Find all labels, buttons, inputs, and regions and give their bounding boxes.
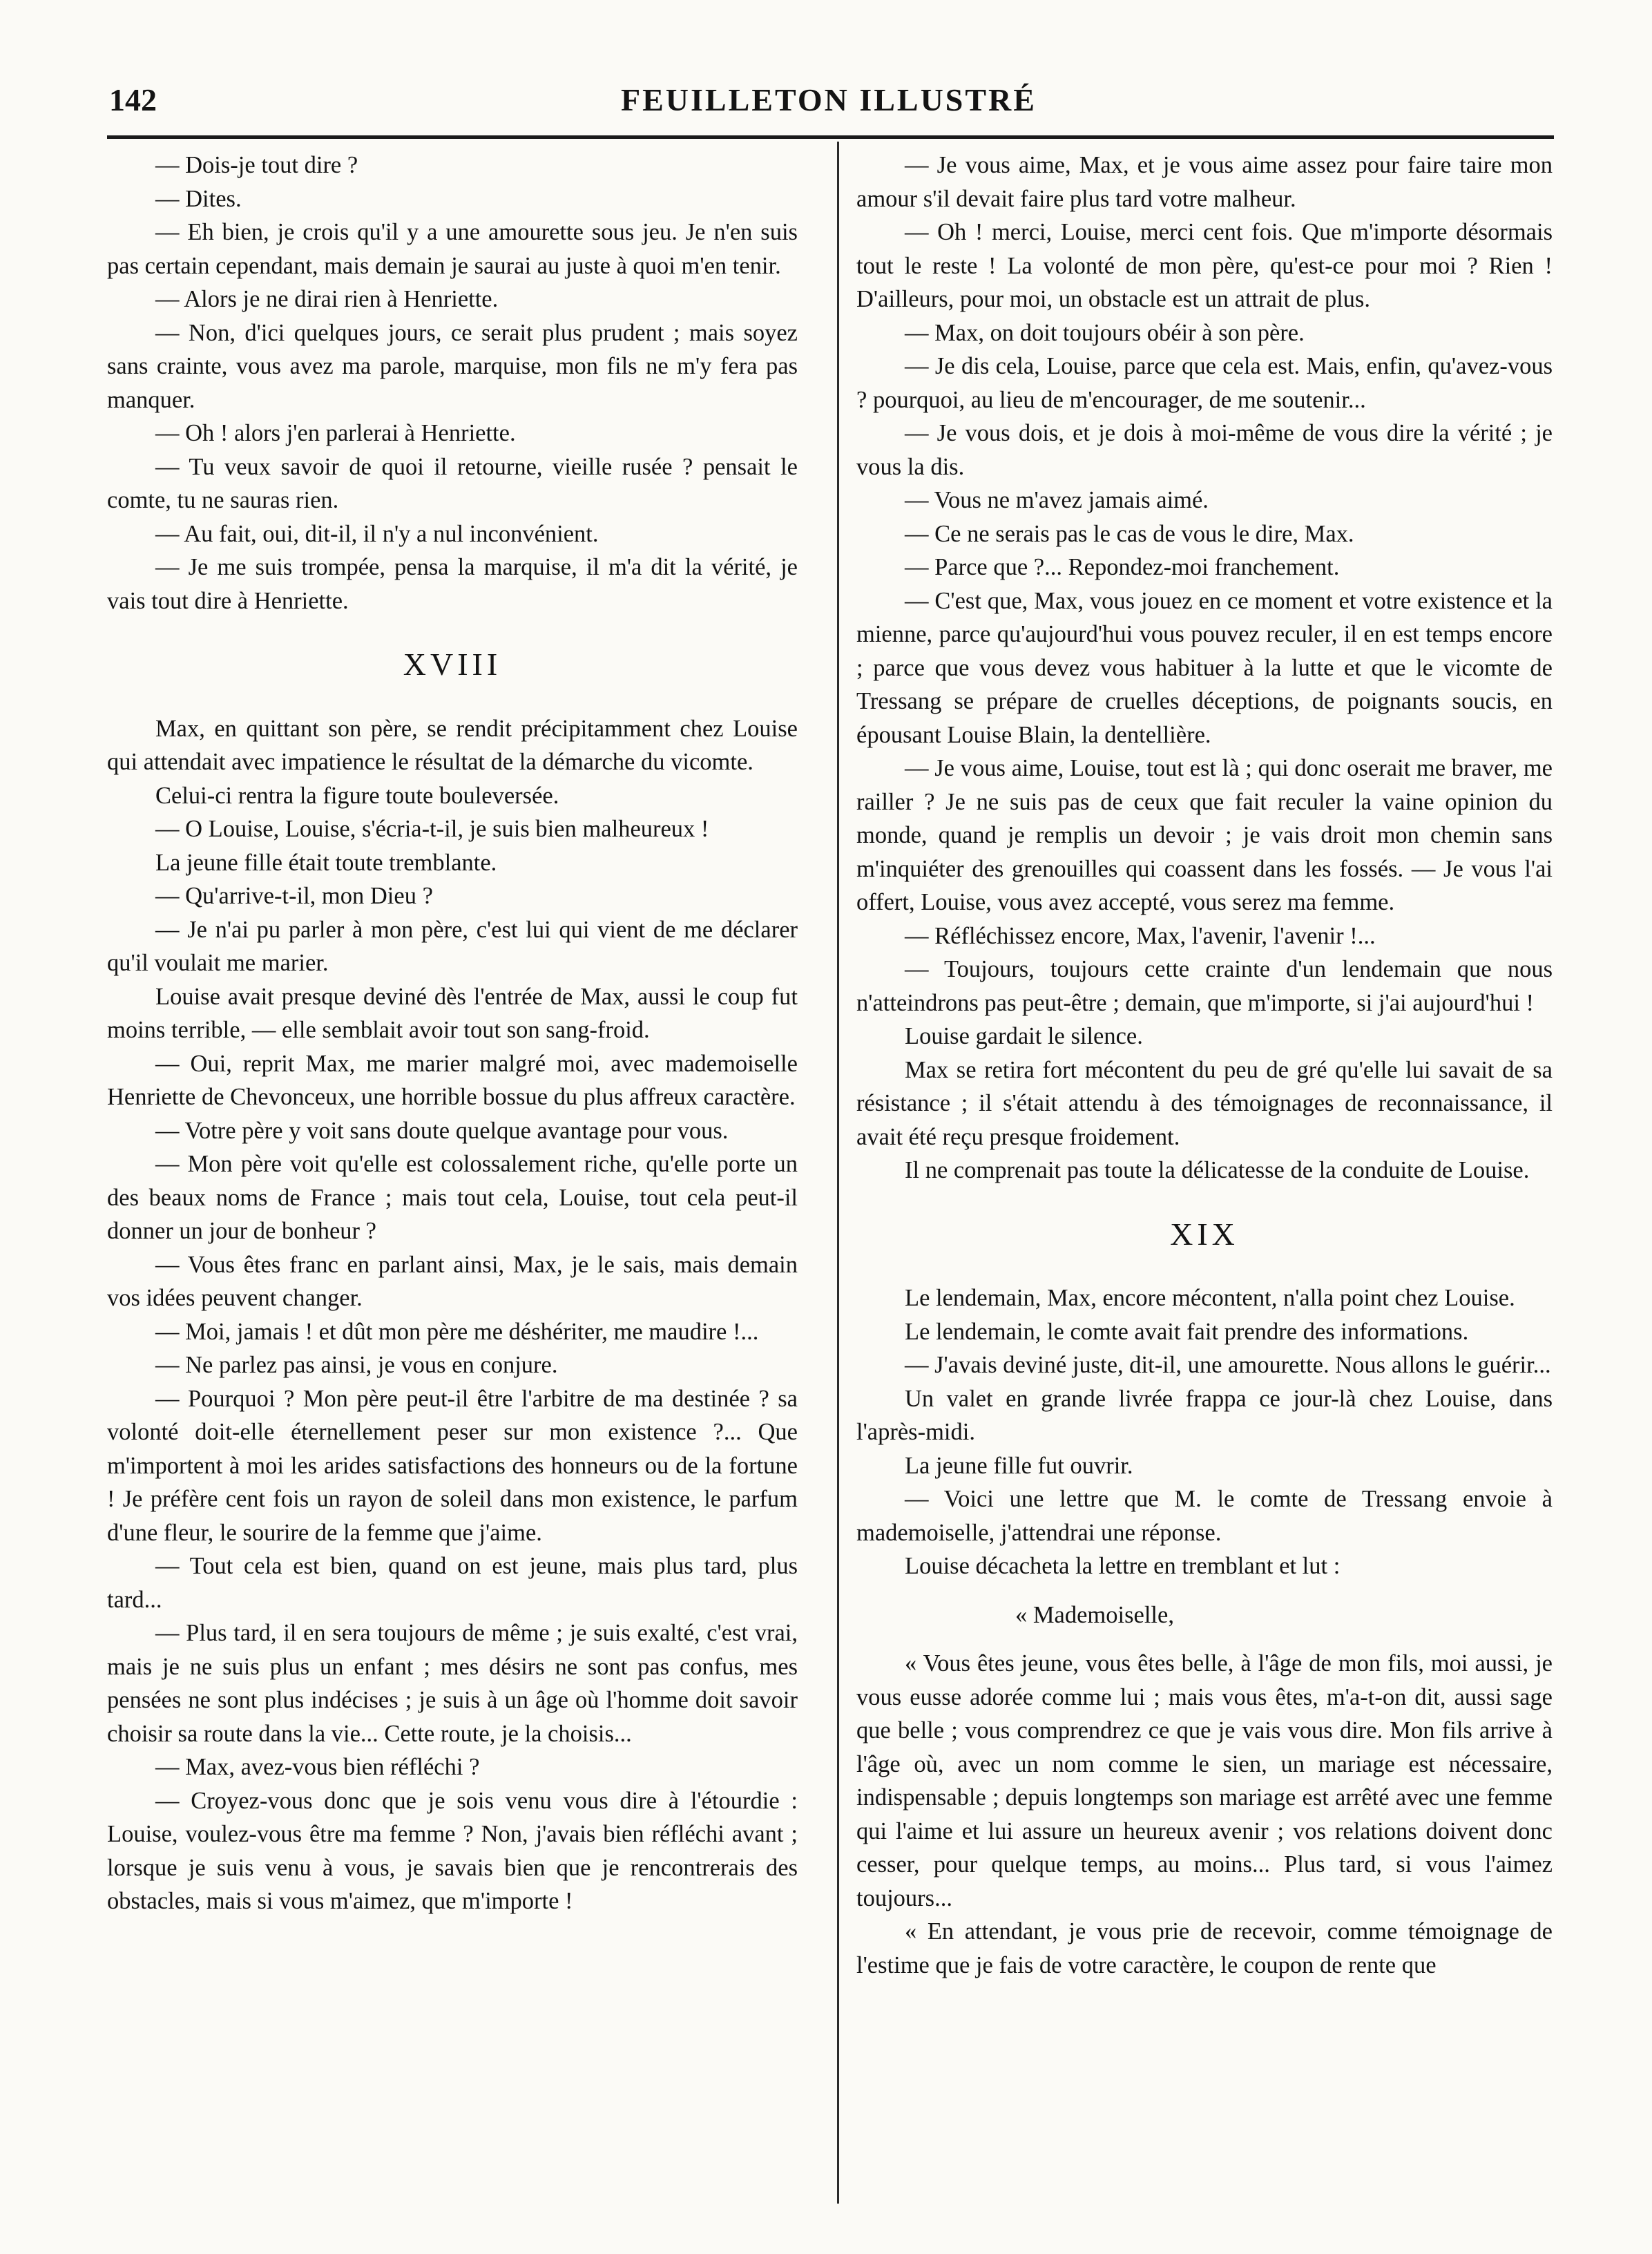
paragraph: — Ce ne serais pas le cas de vous le dire, Max. (905, 520, 1354, 547)
paragraph: — Eh bien, je crois qu'il y a une amourette sous jeu. Je n'en suis pas certain cependant, mais demain je saurai au juste à quoi m'en tenir. (107, 219, 798, 279)
letter-salutation: « Mademoiselle, (1015, 1601, 1174, 1628)
paragraph: — Je me suis trompée, pensa la marquise, il m'a dit la vérité, je vais tout dire à Henriette. (107, 554, 798, 614)
paragraph: — O Louise, Louise, s'écria-t-il, je suis bien malheureux ! (155, 816, 709, 842)
paragraph: — Mon père voit qu'elle est colossalement riche, qu'elle porte un des beaux noms de France ; mais tout cela, Louise, tout cela peut-il donner un jour de bonheur ? (107, 1151, 798, 1244)
paragraph: Louise gardait le silence. (905, 1023, 1143, 1049)
letter-paragraph: « Vous êtes jeune, vous êtes belle, à l'âge de mon fils, moi aussi, je vous eusse adorée comme lui ; mais vous êtes, m'a-t-on dit, aussi sage que belle ; vous comprendrez ce que je vais vous dire. Mon fils arrive à l'âge où, avec un nom comme le sien, un mariage est nécessaire, indispensable ; depuis longtemps son mariage est arrêté avec une femme qui l'aime et lui assure un heureux avenir ; vos relations doivent donc cesser, pour quelque temps, au moins... Plus tard, si vous l'aimez toujours... (856, 1650, 1553, 1911)
paragraph: — Tu veux savoir de quoi il retourne, vieille rusée ? pensait le comte, tu ne sauras rien. (107, 453, 798, 513)
header-rule (107, 135, 1554, 139)
paragraph: Le lendemain, le comte avait fait prendre des informations. (905, 1318, 1469, 1345)
letter-paragraph: « En attendant, je vous prie de recevoir, comme témoignage de l'estime que je fais de votre caractère, le coupon de rente que (856, 1918, 1553, 1978)
paragraph: — Au fait, oui, dit-il, il n'y a nul inconvénient. (155, 520, 599, 547)
paragraph: — Pourquoi ? Mon père peut-il être l'arbitre de ma destinée ? sa volonté doit-elle éternellement peser sur mon existence ?... Que m'importent à moi les arides satisfactions des honneurs ou de la fortune ! Je préfère cent fois un rayon de soleil dans mon existence, le parfum d'une fleur, le sourire de la femme que j'aime. (107, 1385, 798, 1546)
right-column (856, 149, 1553, 1982)
paragraph: — Vous êtes franc en parlant ainsi, Max, je le sais, mais demain vos idées peuvent changer. (107, 1251, 798, 1311)
paragraph: — Je vous aime, Louise, tout est là ; qui donc oserait me braver, me railler ? Je ne suis pas de ceux que fait reculer la vaine opinion du monde, quand je remplis un devoir ; je vais droit mon chemin sans m'inquiéter des grenouilles qui coassent dans les fossés. — Je vous l'ai offert, Louise, vous avez accepté, vous serez ma femme. (856, 755, 1553, 915)
journal-title: FEUILLETON ILLUSTRÉ (621, 82, 1037, 117)
paragraph: — Parce que ?... Repondez-moi franchement. (905, 554, 1340, 580)
paragraph: — C'est que, Max, vous jouez en ce moment et votre existence et la mienne, parce qu'aujourd'hui vous pouvez reculer, il en est temps encore ; parce que vous devez vous habituer à la lutte et que le vicomte de Tressang se prépare de cruelles déceptions, de poignants soucis, en épousant Louise Blain, la dentellière. (856, 587, 1553, 748)
paragraph: — Dites. (155, 185, 242, 212)
paragraph: Celui-ci rentra la figure toute bouleversée. (155, 782, 559, 809)
paragraph: — Voici une lettre que M. le comte de Tressang envoie à mademoiselle, j'attendrai une réponse. (856, 1486, 1553, 1546)
paragraph: La jeune fille fut ouvrir. (905, 1452, 1133, 1479)
paragraph: — Dois-je tout dire ? (155, 152, 358, 178)
paragraph: Max se retira fort mécontent du peu de gré qu'elle lui savait de sa résistance ; il s'était attendu à des témoignages de reconnaissance, il avait été reçu presque froidement. (856, 1056, 1553, 1150)
paragraph: — J'avais deviné juste, dit-il, une amourette. Nous allons le guérir... (905, 1352, 1551, 1378)
paragraph: Le lendemain, Max, encore mécontent, n'alla point chez Louise. (905, 1285, 1515, 1311)
column-divider (837, 142, 839, 2204)
paragraph: Un valet en grande livrée frappa ce jour-là chez Louise, dans l'après-midi. (856, 1385, 1553, 1445)
paragraph: — Toujours, toujours cette crainte d'un lendemain que nous n'atteindrons pas peut-être ; demain, que m'importe, si j'ai aujourd'hui ! (856, 956, 1553, 1016)
paragraph: — Max, on doit toujours obéir à son père. (905, 319, 1305, 346)
paragraph: — Je vous aime, Max, et je vous aime assez pour faire taire mon amour s'il devait faire plus tard votre malheur. (856, 152, 1553, 212)
paragraph: — Non, d'ici quelques jours, ce serait plus prudent ; mais soyez sans crainte, vous avez ma parole, marquise, mon fils ne m'y fera pas manquer. (107, 319, 798, 413)
paragraph: Louise avait presque deviné dès l'entrée de Max, aussi le coup fut moins terrible, — elle semblait avoir tout son sang-froid. (107, 983, 798, 1043)
paragraph: — Moi, jamais ! et dût mon père me déshériter, me maudire !... (155, 1318, 759, 1345)
chapter-heading: XVIII (403, 647, 502, 682)
paragraph: — Ne parlez pas ainsi, je vous en conjure. (155, 1352, 558, 1378)
paragraph: — Alors je ne dirai rien à Henriette. (155, 286, 499, 312)
left-column (107, 149, 798, 1918)
paragraph: — Qu'arrive-t-il, mon Dieu ? (155, 883, 433, 909)
chapter-heading: XIX (1170, 1216, 1239, 1252)
paragraph: Max, en quittant son père, se rendit précipitamment chez Louise qui attendait avec impatience le résultat de la démarche du vicomte. (107, 715, 798, 775)
paragraph: Louise décacheta la lettre en tremblant et lut : (905, 1553, 1341, 1579)
paragraph: Il ne comprenait pas toute la délicatesse de la conduite de Louise. (905, 1157, 1530, 1183)
paragraph: — Oh ! alors j'en parlerai à Henriette. (155, 420, 516, 446)
page-header (104, 82, 1554, 137)
paragraph: — Réfléchissez encore, Max, l'avenir, l'avenir !... (905, 922, 1376, 949)
paragraph: La jeune fille était toute tremblante. (155, 849, 497, 876)
paragraph: — Oh ! merci, Louise, merci cent fois. Que m'importe désormais tout le reste ! La volonté de mon père, qu'est-ce pour moi ? Rien ! D'ailleurs, pour moi, un obstacle est un attrait de plus. (856, 219, 1553, 312)
paragraph: — Je n'ai pu parler à mon père, c'est lui qui vient de me déclarer qu'il voulait me marier. (107, 916, 798, 976)
page-number: 142 (109, 82, 157, 117)
paragraph: — Je dis cela, Louise, parce que cela est. Mais, enfin, qu'avez-vous ? pourquoi, au lieu de m'encourager, de me soutenir... (856, 353, 1553, 413)
paragraph: — Tout cela est bien, quand on est jeune, mais plus tard, plus tard... (107, 1553, 798, 1613)
paragraph: — Je vous dois, et je dois à moi-même de vous dire la vérité ; je vous la dis. (856, 420, 1553, 480)
paragraph: — Plus tard, il en sera toujours de même ; je suis exalté, c'est vrai, mais je ne suis plus un enfant ; mes désirs ne sont pas confus, mes pensées ne sont plus indécises ; je suis à un âge où l'homme doit savoir choisir sa route dans la vie... Cette route, je la choisis... (107, 1620, 798, 1747)
paragraph: — Vous ne m'avez jamais aimé. (905, 487, 1209, 513)
paragraph: — Oui, reprit Max, me marier malgré moi, avec mademoiselle Henriette de Chevonceux, une horrible bossue du plus affreux caractère. (107, 1050, 798, 1110)
paragraph: — Max, avez-vous bien réfléchi ? (155, 1754, 480, 1780)
paragraph: — Votre père y voit sans doute quelque avantage pour vous. (155, 1117, 729, 1144)
paragraph: — Croyez-vous donc que je sois venu vous dire à l'étourdie : Louise, voulez-vous être ma femme ? Non, j'avais bien réfléchi avant ; lorsque je suis venu à vous, je savais bien que je rencontrerais des obstacles, mais si vous m'aimez, que m'importe ! (107, 1787, 798, 1914)
